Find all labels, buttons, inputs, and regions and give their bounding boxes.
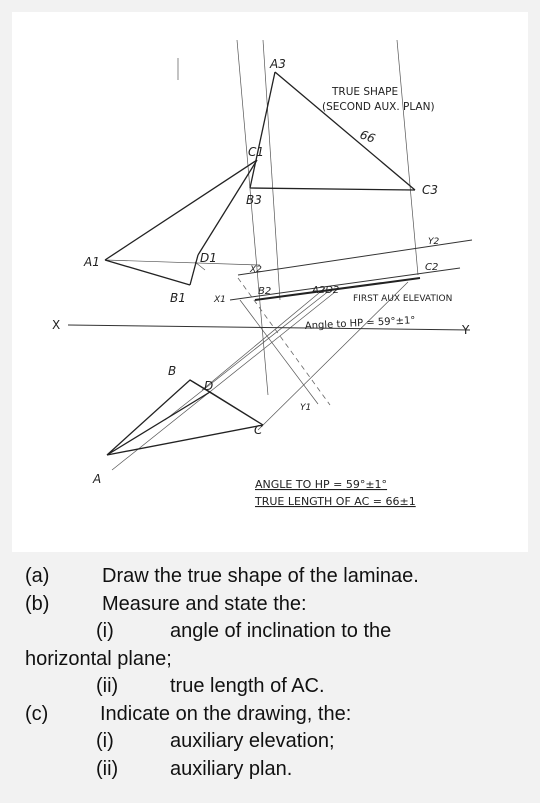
true-shape-edge bbox=[250, 188, 415, 190]
label-c: C bbox=[254, 423, 263, 437]
subquestion-text: horizontal plane; bbox=[25, 647, 172, 670]
plan-abcd bbox=[107, 380, 263, 455]
label-a: A bbox=[93, 472, 102, 486]
question-b bbox=[0, 591, 540, 619]
question-a bbox=[0, 563, 540, 591]
subquestion-text: auxiliary plan. bbox=[170, 757, 293, 780]
true-shape-subnote: (SECOND AUX. PLAN) bbox=[322, 101, 435, 113]
elevation-edge bbox=[190, 255, 198, 285]
label-c2: C2 bbox=[425, 262, 439, 273]
subquestion-label: (i) bbox=[96, 730, 114, 752]
question-text: Draw the true shape of the laminae. bbox=[102, 565, 419, 587]
subquestion-text: auxiliary elevation; bbox=[170, 730, 335, 752]
label-y2: Y2 bbox=[428, 237, 440, 247]
orthographic-drawing bbox=[12, 12, 528, 552]
elevation-edge bbox=[105, 160, 257, 260]
angle-answer: ANGLE TO HP = 59°±1° bbox=[255, 478, 388, 491]
projector-line bbox=[263, 40, 280, 300]
label-x1: X1 bbox=[214, 295, 226, 305]
label-c1: C1 bbox=[248, 145, 265, 159]
label-b2: B2 bbox=[258, 286, 272, 297]
elevation bbox=[105, 160, 257, 285]
question-label: (a) bbox=[25, 565, 50, 587]
label-b: B bbox=[168, 364, 177, 378]
question-label: (b) bbox=[25, 592, 50, 615]
question-c-ii bbox=[0, 756, 540, 784]
subquestion-text: angle of inclination to the bbox=[170, 620, 392, 642]
question-c-i bbox=[0, 728, 540, 756]
projector-line bbox=[105, 260, 260, 265]
label-d1: D1 bbox=[200, 251, 217, 265]
subquestion-label: (ii) bbox=[96, 675, 119, 697]
label-a1: A1 bbox=[84, 255, 100, 269]
label-a3: A3 bbox=[270, 57, 286, 71]
subquestion-label: (ii) bbox=[96, 757, 119, 780]
label-x2: X2 bbox=[250, 265, 262, 275]
elevation-edge bbox=[105, 260, 190, 285]
true-shape-number: 66 bbox=[357, 127, 378, 146]
angle-annotation: Angle to HP = 59°±1° bbox=[304, 315, 416, 332]
question-b-ii bbox=[0, 673, 540, 701]
drawing-area bbox=[12, 12, 528, 552]
projector-line bbox=[258, 282, 408, 430]
label-y: Y bbox=[462, 323, 470, 337]
question-b-i-continued bbox=[0, 646, 540, 674]
label-b1: B1 bbox=[170, 291, 186, 305]
label-d: D bbox=[204, 379, 214, 393]
plan-outline bbox=[107, 380, 263, 455]
label-b3: B3 bbox=[246, 193, 262, 207]
label-c3: C3 bbox=[422, 183, 439, 197]
question-b-i bbox=[0, 618, 540, 646]
elevation-edge bbox=[198, 160, 257, 255]
question-list bbox=[0, 563, 540, 783]
projector-line bbox=[397, 40, 418, 275]
question-c bbox=[0, 701, 540, 729]
projector-line bbox=[237, 40, 268, 395]
label-a2d2: A2D2 bbox=[312, 285, 340, 296]
subquestion-label: (i) bbox=[96, 620, 114, 642]
true-length-answer: TRUE LENGTH OF AC = 66±1 bbox=[255, 495, 416, 508]
first-aux-elevation-note: FIRST AUX ELEVATION bbox=[353, 294, 453, 304]
true-shape-note: TRUE SHAPE bbox=[332, 86, 399, 98]
label-x: X bbox=[52, 318, 61, 332]
projector-line bbox=[112, 292, 335, 470]
question-text: Indicate on the drawing, the: bbox=[100, 702, 352, 725]
question-text: Measure and state the: bbox=[102, 592, 307, 615]
label-y1: Y1 bbox=[300, 403, 312, 413]
subquestion-text: true length of AC. bbox=[170, 675, 325, 697]
question-label: (c) bbox=[25, 702, 49, 725]
